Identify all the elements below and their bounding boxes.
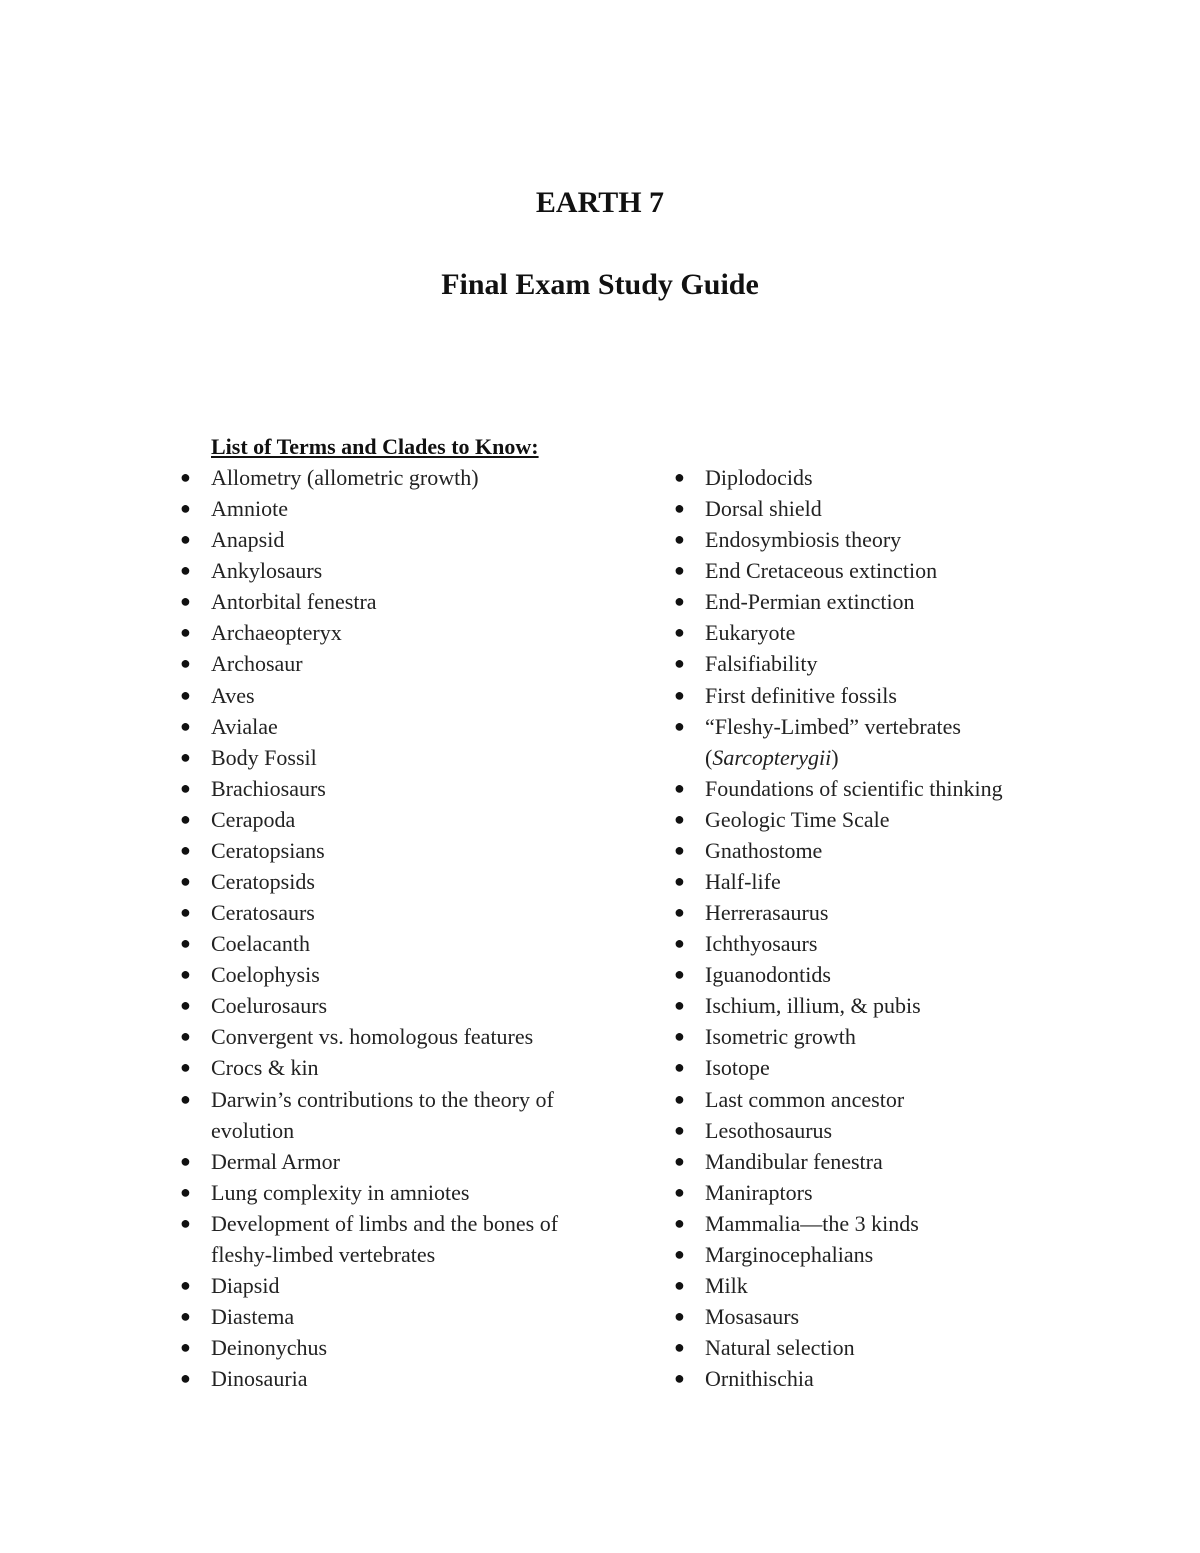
term-text: Mandibular fenestra bbox=[705, 1148, 883, 1174]
bullet-icon: ● bbox=[674, 529, 685, 550]
term-text: Isometric growth bbox=[705, 1024, 856, 1050]
bullet-icon: ● bbox=[180, 1026, 191, 1047]
bullet-icon: ● bbox=[180, 715, 191, 736]
list-item bbox=[669, 866, 1109, 897]
course-title: EARTH 7 bbox=[535, 186, 665, 219]
list-item bbox=[669, 1052, 1109, 1083]
term-text: Ceratopsians bbox=[211, 837, 325, 863]
bullet-icon: ● bbox=[180, 467, 191, 487]
bullet-icon: ● bbox=[180, 1368, 191, 1389]
bullet-icon: ● bbox=[180, 1212, 191, 1233]
term-text: Anapsid bbox=[211, 527, 285, 553]
term-text: Isotope bbox=[705, 1055, 770, 1081]
list-item bbox=[175, 648, 595, 679]
list-item bbox=[669, 555, 1109, 586]
list-item bbox=[669, 462, 1109, 493]
list-item bbox=[175, 711, 595, 742]
term-text: Diastema bbox=[211, 1304, 295, 1330]
term-text: Aves bbox=[211, 682, 255, 708]
list-item bbox=[669, 524, 1109, 555]
bullet-icon: ● bbox=[180, 1337, 191, 1358]
list-item bbox=[669, 804, 1109, 835]
bullet-icon: ● bbox=[674, 715, 685, 736]
bullet-icon: ● bbox=[180, 684, 191, 705]
term-text: Coelophysis bbox=[211, 962, 320, 988]
term-text: Mammalia—the 3 kinds bbox=[705, 1210, 919, 1236]
term-text: Ceratosaurs bbox=[211, 900, 315, 926]
list-item bbox=[669, 959, 1109, 990]
bullet-icon: ● bbox=[674, 1088, 685, 1109]
list-item bbox=[669, 1146, 1109, 1177]
list-item bbox=[669, 711, 1109, 773]
list-item bbox=[175, 617, 595, 648]
bullet-icon: ● bbox=[180, 839, 191, 860]
bullet-icon: ● bbox=[674, 1119, 685, 1140]
bullet-icon: ● bbox=[180, 1057, 191, 1078]
list-item bbox=[175, 835, 595, 866]
bullet-icon: ● bbox=[674, 839, 685, 860]
list-item bbox=[175, 1332, 595, 1363]
sarcopterygii-italic: Sarcopterygii bbox=[712, 744, 832, 770]
term-text: Marginocephalians bbox=[705, 1241, 874, 1267]
bullet-icon: ● bbox=[180, 560, 191, 581]
list-item bbox=[175, 586, 595, 617]
bullet-icon: ● bbox=[180, 1275, 191, 1296]
list-item bbox=[669, 835, 1109, 866]
list-item bbox=[175, 462, 595, 493]
list-item bbox=[669, 1021, 1109, 1052]
bullet-icon: ● bbox=[674, 467, 685, 487]
list-item bbox=[669, 1208, 1109, 1239]
bullet-icon: ● bbox=[180, 995, 191, 1016]
term-text: Darwin’s contributions to the theory of evolution bbox=[211, 1086, 554, 1143]
term-text: Gnathostome bbox=[705, 837, 823, 863]
list-item bbox=[669, 1363, 1109, 1394]
list-item bbox=[175, 493, 595, 524]
bullet-icon: ● bbox=[674, 498, 685, 519]
term-text: Ornithischia bbox=[705, 1366, 814, 1392]
term-text: Lung complexity in amniotes bbox=[211, 1179, 470, 1205]
bullet-icon: ● bbox=[674, 560, 685, 581]
term-text: Crocs & kin bbox=[211, 1055, 319, 1081]
term-text: Dorsal shield bbox=[705, 496, 822, 522]
list-item bbox=[175, 1021, 595, 1052]
bullet-icon: ● bbox=[674, 1150, 685, 1171]
bullet-icon: ● bbox=[674, 1243, 685, 1264]
bullet-icon: ● bbox=[674, 933, 685, 954]
bullet-icon: ● bbox=[180, 902, 191, 923]
term-subtext: (Sarcopterygii) bbox=[705, 744, 839, 770]
bullet-icon: ● bbox=[180, 1088, 191, 1109]
bullet-icon: ● bbox=[674, 653, 685, 674]
term-text: Endosymbiosis theory bbox=[705, 527, 902, 553]
list-item bbox=[175, 1052, 595, 1083]
bullet-icon: ● bbox=[674, 1368, 685, 1389]
bullet-icon: ● bbox=[674, 1212, 685, 1233]
terms-list-left bbox=[175, 462, 595, 1394]
bullet-icon: ● bbox=[180, 1306, 191, 1327]
list-item bbox=[175, 773, 595, 804]
list-item bbox=[175, 1270, 595, 1301]
list-item bbox=[669, 1115, 1109, 1146]
bullet-icon: ● bbox=[180, 529, 191, 550]
list-item bbox=[669, 990, 1109, 1021]
bullet-icon: ● bbox=[674, 964, 685, 985]
list-item bbox=[669, 648, 1109, 679]
bullet-icon: ● bbox=[674, 1337, 685, 1358]
list-item bbox=[669, 1177, 1109, 1208]
term-text: End-Permian extinction bbox=[705, 589, 915, 615]
term-text: Last common ancestor bbox=[705, 1086, 905, 1112]
bullet-icon: ● bbox=[674, 808, 685, 829]
bullet-icon: ● bbox=[674, 777, 685, 798]
term-text: Dinosauria bbox=[211, 1366, 308, 1392]
term-text: Antorbital fenestra bbox=[211, 589, 377, 615]
list-item bbox=[669, 680, 1109, 711]
bullet-icon: ● bbox=[674, 871, 685, 892]
bullet-icon: ● bbox=[180, 777, 191, 798]
term-text: Ichthyosaurs bbox=[705, 931, 818, 957]
term-text: End Cretaceous extinction bbox=[705, 558, 938, 584]
list-item bbox=[669, 1239, 1109, 1270]
term-text: Ceratopsids bbox=[211, 869, 315, 895]
list-item bbox=[175, 555, 595, 586]
term-text: Iguanodontids bbox=[705, 962, 831, 988]
bullet-icon: ● bbox=[674, 902, 685, 923]
bullet-icon: ● bbox=[180, 622, 191, 643]
list-item bbox=[175, 990, 595, 1021]
term-text: Diplodocids bbox=[705, 465, 813, 490]
bullet-icon: ● bbox=[180, 746, 191, 767]
bullet-icon: ● bbox=[180, 964, 191, 985]
term-text: Half-life bbox=[705, 869, 781, 895]
bullet-icon: ● bbox=[180, 1150, 191, 1171]
term-text: Development of limbs and the bones of fleshy-limbed vertebrates bbox=[211, 1210, 559, 1267]
bullet-icon: ● bbox=[180, 933, 191, 954]
list-item bbox=[175, 1363, 595, 1394]
term-text: Natural selection bbox=[705, 1335, 855, 1361]
list-item bbox=[669, 1084, 1109, 1115]
term-text: Diapsid bbox=[211, 1273, 280, 1299]
list-item bbox=[669, 773, 1109, 804]
term-text: Dermal Armor bbox=[211, 1148, 340, 1174]
list-item bbox=[669, 1301, 1109, 1332]
list-item bbox=[669, 493, 1109, 524]
term-text: Herrerasaurus bbox=[705, 900, 829, 926]
term-text: Mosasaurs bbox=[705, 1304, 800, 1330]
bullet-icon: ● bbox=[674, 622, 685, 643]
list-item bbox=[175, 680, 595, 711]
bullet-icon: ● bbox=[180, 591, 191, 612]
term-text: Maniraptors bbox=[705, 1179, 813, 1205]
term-text: Avialae bbox=[211, 713, 278, 739]
term-text: Eukaryote bbox=[705, 620, 796, 646]
list-item bbox=[175, 1146, 595, 1177]
list-item bbox=[175, 804, 595, 835]
term-text: Ankylosaurs bbox=[211, 558, 323, 584]
list-item bbox=[175, 1301, 595, 1332]
list-item bbox=[669, 617, 1109, 648]
term-text: “Fleshy-Limbed” vertebrates bbox=[705, 713, 961, 739]
term-text: Coelacanth bbox=[211, 931, 310, 957]
term-text: Allometry (allometric growth) bbox=[211, 465, 479, 490]
bullet-icon: ● bbox=[180, 1181, 191, 1202]
bullet-icon: ● bbox=[674, 591, 685, 612]
term-text: Brachiosaurs bbox=[211, 775, 326, 801]
list-item bbox=[175, 1208, 595, 1270]
bullet-icon: ● bbox=[180, 653, 191, 674]
term-text: First definitive fossils bbox=[705, 682, 897, 708]
list-item bbox=[175, 742, 595, 773]
bullet-icon: ● bbox=[180, 498, 191, 519]
bullet-icon: ● bbox=[674, 1026, 685, 1047]
list-item bbox=[175, 928, 595, 959]
term-text: Falsifiability bbox=[705, 651, 818, 677]
term-text: Lesothosaurus bbox=[705, 1117, 833, 1143]
list-item bbox=[669, 586, 1109, 617]
list-item bbox=[175, 1177, 595, 1208]
list-item bbox=[175, 897, 595, 928]
term-text: Body Fossil bbox=[211, 744, 317, 770]
term-text: Ischium, illium, & pubis bbox=[705, 993, 921, 1019]
list-heading: List of Terms and Clades to Know: bbox=[211, 434, 539, 459]
list-item bbox=[175, 524, 595, 555]
bullet-icon: ● bbox=[674, 1181, 685, 1202]
list-item bbox=[669, 897, 1109, 928]
document-title: Final Exam Study Guide bbox=[441, 268, 759, 301]
list-item bbox=[175, 866, 595, 897]
bullet-icon: ● bbox=[674, 1275, 685, 1296]
bullet-icon: ● bbox=[674, 995, 685, 1016]
term-text: Archaeopteryx bbox=[211, 620, 342, 646]
term-text: Amniote bbox=[211, 496, 288, 522]
term-text: Archosaur bbox=[211, 651, 303, 677]
bullet-icon: ● bbox=[674, 1306, 685, 1327]
list-item bbox=[669, 928, 1109, 959]
term-text: Cerapoda bbox=[211, 806, 296, 832]
term-text: Milk bbox=[705, 1273, 748, 1299]
bullet-icon: ● bbox=[180, 808, 191, 829]
bullet-icon: ● bbox=[674, 1057, 685, 1078]
list-item bbox=[669, 1332, 1109, 1363]
terms-list-right bbox=[669, 462, 1109, 1394]
list-item bbox=[175, 959, 595, 990]
term-text: Coelurosaurs bbox=[211, 993, 328, 1019]
bullet-icon: ● bbox=[674, 684, 685, 705]
term-text: Geologic Time Scale bbox=[705, 806, 890, 832]
list-item bbox=[669, 1270, 1109, 1301]
term-text: Deinonychus bbox=[211, 1335, 328, 1361]
bullet-icon: ● bbox=[180, 871, 191, 892]
term-text: Foundations of scientific thinking bbox=[705, 775, 1003, 801]
term-text: Convergent vs. homologous features bbox=[211, 1024, 534, 1050]
list-item bbox=[175, 1084, 595, 1146]
